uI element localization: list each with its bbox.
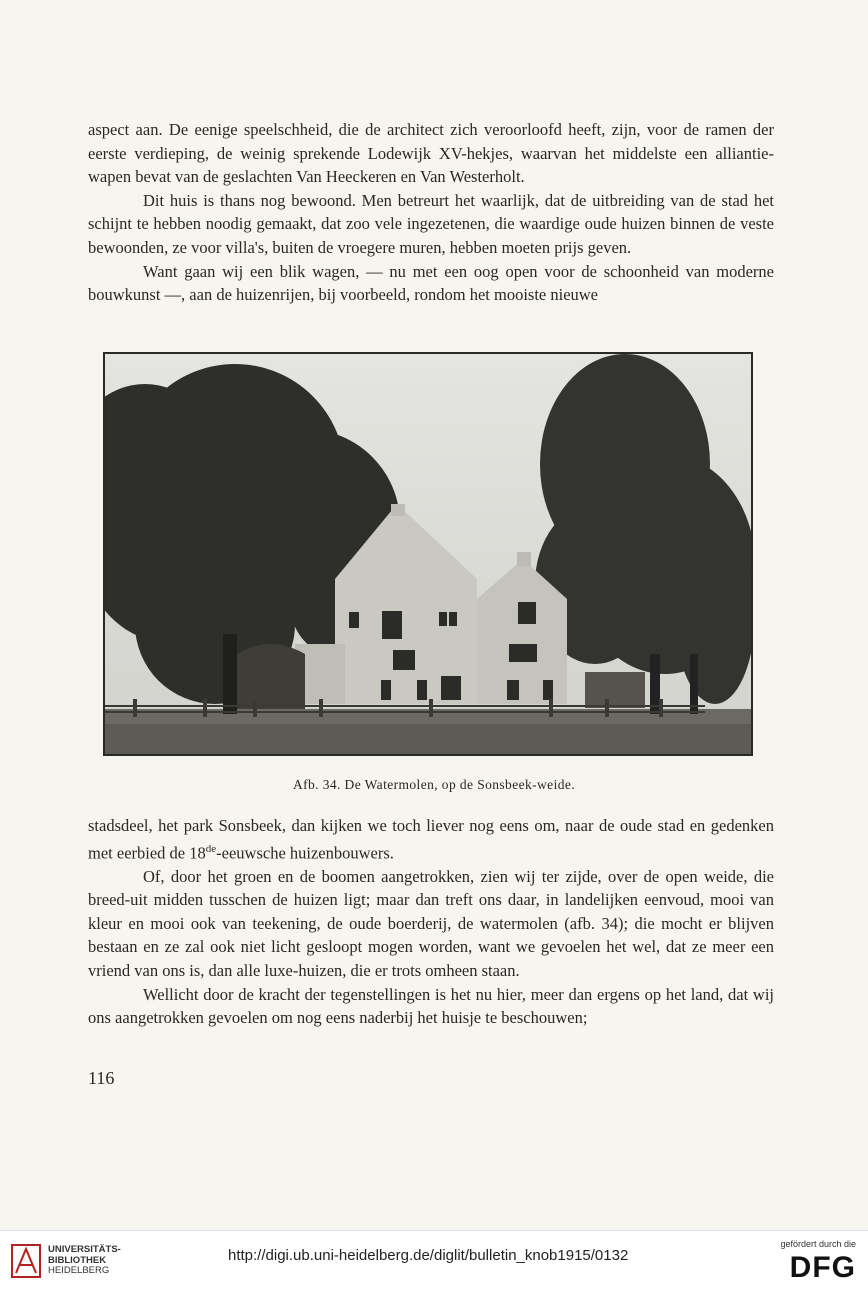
page-number: 116	[88, 1068, 115, 1088]
paragraph	[88, 814, 774, 865]
paragraph: Want gaan wij een blik wagen, — nu met een oog open voor de schoonheid van moderne bouwkunst —, aan de huizenrijen, bij voorbeeld, rondom het mooiste nieuwe	[88, 261, 774, 305]
paragraph: aspect aan. De eenige speelschheid, die de architect zich veroorloofd heeft, zijn, voor de ramen der eerste verdieping, de weinig sprekende Lodewijk XV-hekjes, waarvan het middelste een alliantie-wapen bevat van de geslachten Van Heeckeren en Van Westerholt.	[88, 120, 774, 187]
dfg-logo[interactable]: DFG	[789, 1251, 856, 1284]
library-name-line: HEIDELBERG	[48, 1265, 110, 1276]
library-name-line: UNIVERSITÄTS-	[48, 1244, 121, 1255]
paragraph-text: stadsdeel, het park Sonsbeek, dan kijken we toch liever nog eens om, naar de oude stad en gedenken met eerbied de 18	[88, 816, 774, 863]
figure-caption: Afb. 34. De Watermolen, op de Sonsbeek-weide.	[292, 777, 576, 792]
funding-note: gefördert durch die	[780, 1239, 856, 1249]
paragraph-text: -eeuwsche huizenbouwers.	[216, 843, 394, 863]
viewer-footer	[0, 1230, 868, 1293]
permalink-url[interactable]: http://digi.ub.uni-heidelberg.de/diglit/bulletin_knob1915/0132	[228, 1247, 629, 1264]
paragraph: Of, door het groen en de boomen aangetrokken, zien wij ter zijde, over de open weide, die breed-uit midden tusschen de huizen ligt; maar dan treft ons daar, in landelijken eenvoud, mooi van kleur en mooi ook van teekening, de oude boerderij, de watermolen (afb. 34); die mocht er blijven bestaan en ze zal ook niet licht gesloopt mogen worden, want we gevoelen het wel, dat ze meer een vriend van ons is, dan alle luxe-huizen, die er trots omheen staan.	[88, 866, 774, 981]
paragraph: Wellicht door de kracht der tegenstellingen is het nu hier, meer dan ergens op het land, dat wij ons aangetrokken gevoelen om nog eens naderbij het huisje te beschouwen;	[88, 984, 774, 1028]
library-name-line: BIBLIOTHEK	[48, 1254, 107, 1266]
ordinal-superscript: de	[205, 842, 217, 855]
text-block-top	[88, 118, 774, 307]
watermill-photograph	[103, 352, 753, 756]
library-name	[48, 1245, 121, 1277]
university-library-logo-icon[interactable]	[10, 1239, 44, 1283]
text-block-bottom	[88, 814, 774, 1030]
paragraph: Dit huis is thans nog bewoond. Men betreurt het waarlijk, dat de uitbreiding van de stad het schijnt te hebben noodig gemaakt, dat zoo vele ingezetenen, die waardige oude huizen binnen de veste bewoonden, ze voor villa's, buiten de vroegere muren, hebben moeten prijs geven.	[88, 190, 774, 257]
